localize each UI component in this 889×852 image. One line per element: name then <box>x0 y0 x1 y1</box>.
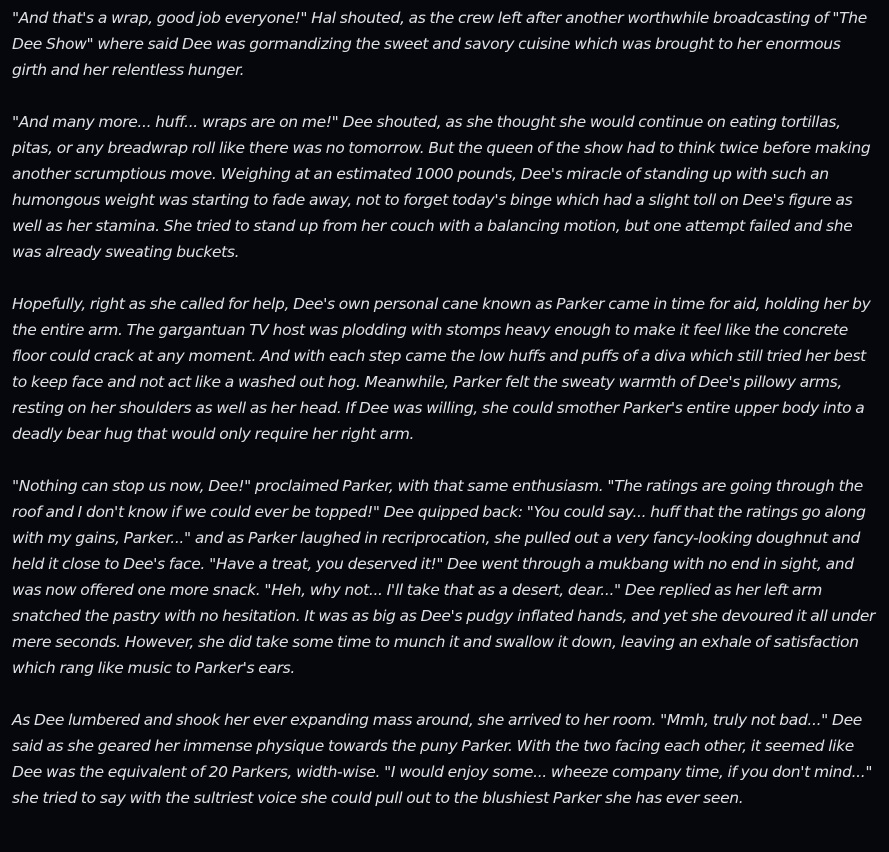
story-paragraph-3: Hopefully, right as she called for help, Dee's own personal cane known as Parker came in time for aid, holding her by the entire arm. The gargantuan TV host was plodding with stomps heavy enough to make it feel like the concrete floor could crack at any moment. And with each step came the low huffs and puffs of a diva which still tried her best to keep face and not act like a washed out hog. Meanwhile, Parker felt the sweaty warmth of Dee's pillowy arms, resting on her shoulders as well as her head. If Dee was willing, she could smother Parker's entire upper body into a deadly bear hug that would only require her right arm. <box>12 295 871 443</box>
story-paragraph-2: "And many more... huff... wraps are on me!" Dee shouted, as she thought she would continue on eating tortillas, pitas, or any breadwrap roll like there was no tomorrow. But the queen of the show had to think twice before making another scrumptious move. Weighing at an estimated 1000 pounds, Dee's miracle of standing up with such an humongous weight was starting to fade away, not to forget today's binge which had a slight toll on Dee's figure as well as her stamina. She tried to stand up from her couch with a balancing motion, but one attempt failed and she was already sweating buckets. <box>12 113 871 261</box>
story-paragraph-1: "And that's a wrap, good job everyone!" Hal shouted, as the crew left after another worthwhile broadcasting of "The Dee Show" where said Dee was gormandizing the sweet and savory cuisine which was brought to her enormous girth and her relentless hunger. <box>12 9 867 79</box>
story-paragraph-5: As Dee lumbered and shook her ever expanding mass around, she arrived to her room. "Mmh, truly not bad..." Dee said as she geared her immense physique towards the puny Parker. With the two facing each other, it seemed like Dee was the equivalent of 20 Parkers, width-wise. "I would enjoy some... wheeze company time, if you don't mind..." she tried to say with the sultriest voice she could pull out to the blushiest Parker she has ever seen. <box>12 711 873 807</box>
story-paragraph-4: "Nothing can stop us now, Dee!" proclaimed Parker, with that same enthusiasm. "The ratings are going through the roof and I don't know if we could ever be topped!" Dee quipped back: "You could say... huff that the ratings go along with my gains, Parker..." and as Parker laughed in recriprocation, she pulled out a very fancy-looking doughnut and held it close to Dee's face. "Have a treat, you deserved it!" Dee went through a mukbang with no end in sight, and was now offered one more snack. "Heh, why not... I'll take that as a desert, dear..." Dee replied as her left arm snatched the pastry with no hesitation. It was as big as Dee's pudgy inflated hands, and yet she devoured it all under mere seconds. However, she did take some time to munch it and swallow it down, leaving an exhale of satisfaction which rang like music to Parker's ears. <box>12 477 876 677</box>
